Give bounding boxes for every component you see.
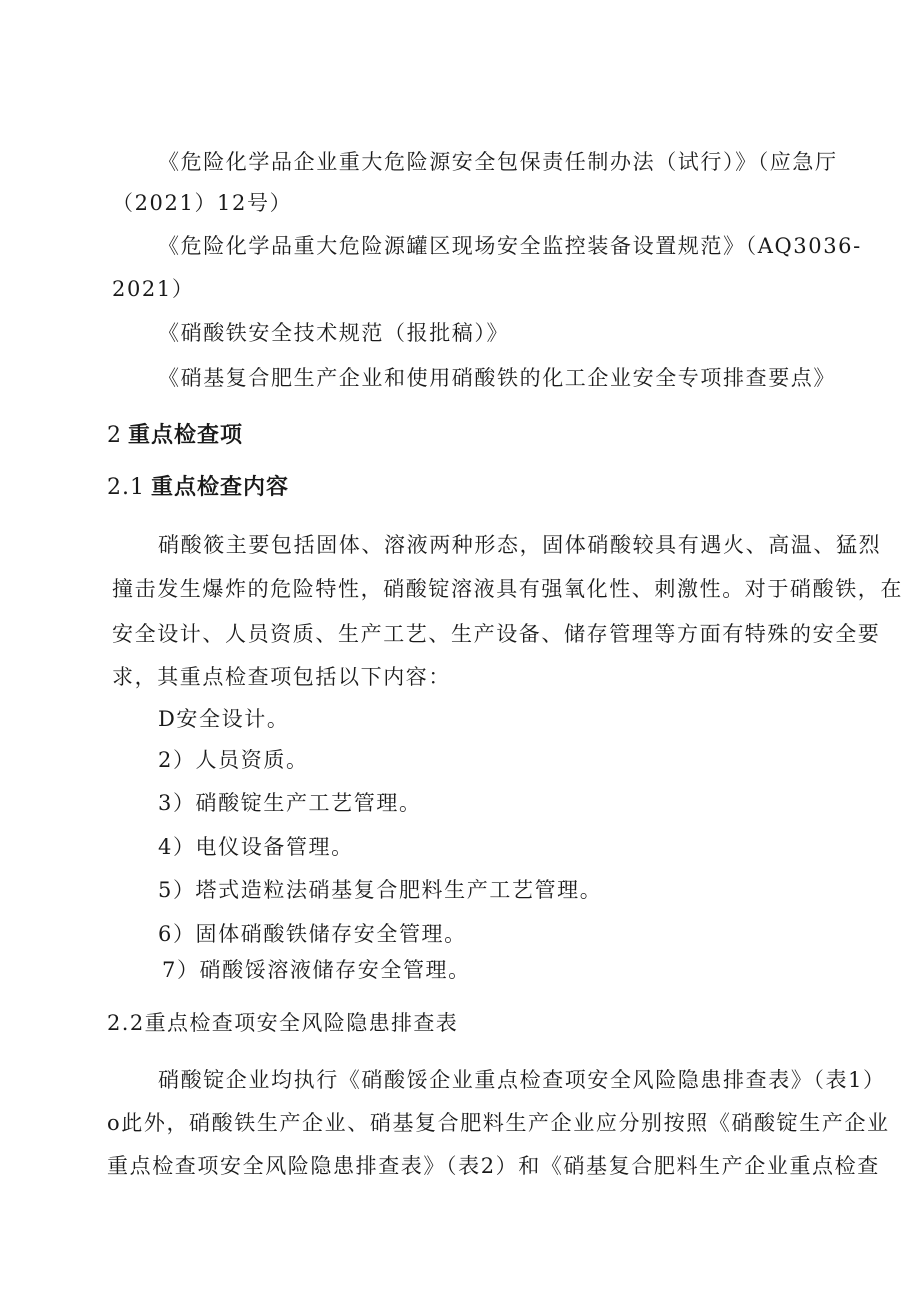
intro-line-1: 硝酸筱主要包括固体、溶液两种形态，固体硝酸较具有遇火、高温、猛烈 [158, 533, 882, 557]
section-2-2-heading: 2.2重点检查项安全风险隐患排查表 [107, 1011, 459, 1035]
intro-line-3: 安全设计、人员资质、生产工艺、生产设备、储存管理等方面有特殊的安全要 [112, 622, 881, 646]
section-2-1-title: 重点检查内容 [151, 475, 290, 500]
closing-line-1: 硝酸锭企业均执行《硝酸馁企业重点检查项安全风险隐患排查表》（表1） [158, 1068, 886, 1092]
section-2-heading [107, 425, 243, 447]
intro-line-4: 求，其重点检查项包括以下内容： [112, 665, 451, 689]
reference-3: 《硝酸铁安全技术规范（报批稿）》 [158, 321, 510, 345]
list-item-7: 7）硝酸馁溶液储存安全管理。 [162, 958, 471, 982]
reference-2-line-2: 2021） [112, 277, 195, 301]
closing-line-2: o此外，硝酸铁生产企业、硝基复合肥料生产企业应分别按照《硝酸锭生产企业 [107, 1111, 890, 1135]
section-2-number: 2 [107, 423, 122, 448]
section-2-title: 重点检查项 [128, 423, 244, 448]
list-item-3: 3）硝酸锭生产工艺管理。 [158, 791, 422, 815]
list-item-1: D安全设计。 [158, 707, 290, 731]
section-2-1-number: 2.1 [107, 475, 145, 500]
section-2-1-heading [107, 477, 289, 499]
list-item-2: 2）人员资质。 [158, 748, 309, 772]
intro-line-2: 撞击发生爆炸的危险特性，硝酸锭溶液具有强氧化性、刺激性。对于硝酸铁，在 [112, 577, 903, 601]
reference-1-line-1: 《危险化学品企业重大危险源安全包保责任制办法（试行）》（应急厅 [158, 150, 838, 174]
list-item-5: 5）塔式造粒法硝基复合肥料生产工艺管理。 [158, 878, 603, 902]
list-item-4: 4）电仪设备管理。 [158, 835, 354, 859]
list-item-6: 6）固体硝酸铁储存安全管理。 [158, 922, 467, 946]
reference-2-line-1: 《危险化学品重大危险源罐区现场安全监控装备设置规范》（AQ3036- [158, 234, 862, 258]
closing-line-3: 重点检查项安全风险隐患排查表》（表2）和《硝基复合肥料生产企业重点检查 [107, 1154, 880, 1178]
reference-4: 《硝基复合肥生产企业和使用硝酸铁的化工企业安全专项排查要点》 [158, 366, 836, 390]
reference-1-line-2: （2021）12号） [112, 191, 293, 215]
